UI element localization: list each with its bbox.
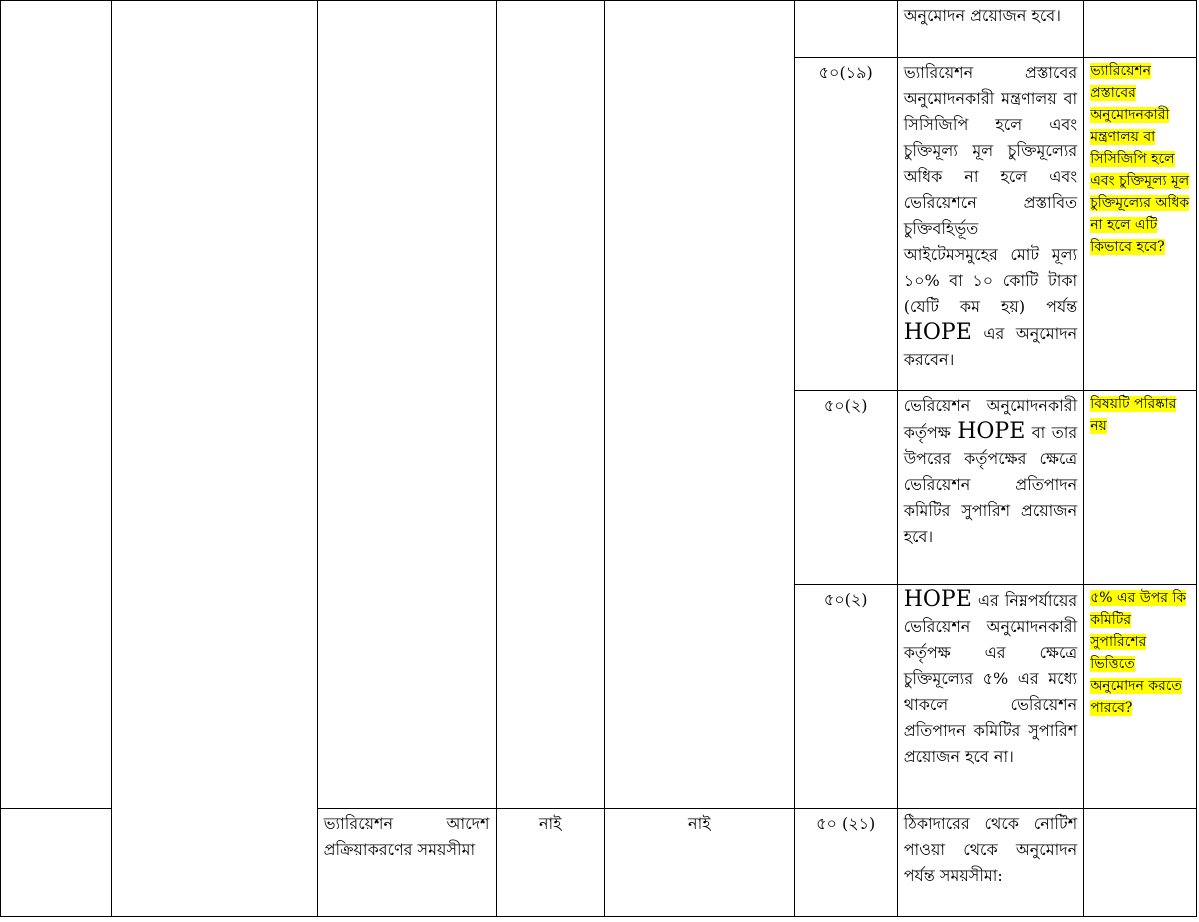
cell-ref: ৫০(২)	[794, 391, 897, 585]
cell-topic: ভ্যারিয়েশন আদেশ প্রক্রিয়াকরণের সময়সীমা	[317, 809, 496, 917]
cell-col4	[496, 1, 604, 809]
highlighted-comment: বিষয়টি পরিষ্কার নয়	[1090, 396, 1177, 434]
cell-text	[897, 585, 1084, 809]
cell-serial	[1, 1, 112, 809]
cell-note	[1084, 1, 1197, 58]
hope-term: HOPE	[957, 419, 1026, 444]
cell-note	[1084, 585, 1197, 809]
cell-col5: নাই	[604, 809, 794, 917]
cell-ref: ৫০ (২১)	[794, 809, 897, 917]
text-part-b: বা তার উপরের কর্তৃপক্ষের ক্ষেত্রে ভেরিয়েশন প্রতিপাদন কমিটির সুপারিশ প্রয়োজন হবে।	[903, 423, 1078, 546]
hope-term: HOPE	[903, 587, 972, 612]
highlighted-comment: ৫% এর উপর কি কমিটির সুপারিশের ভিত্তিতে অনুমোদন করতে পারবে?	[1090, 590, 1187, 716]
highlighted-comment: ভ্যারিয়েশন প্রস্তাবের অনুমোদনকারী মন্ত্রণালয় বা সিসিজিপি হলে এবং চুক্তিমূল্য মূল চুক্তিমূল্যের অধিক না হলে এটি কিভাবে হবে?	[1090, 63, 1190, 255]
cell-topic-group	[111, 1, 317, 917]
text-part-b: এর অনুমোদন করবেন।	[903, 324, 1078, 369]
table-row	[1, 1, 1197, 58]
text-part-a: ভেরিয়েশন অনুমোদনকারী কর্তৃপক্ষ	[903, 396, 1078, 442]
hope-term: HOPE	[903, 320, 972, 345]
cell-text	[897, 58, 1084, 391]
cell-text: ঠিকাদারের থেকে নোটিশ পাওয়া থেকে অনুমোদন পর্যন্ত সময়সীমা:	[897, 809, 1084, 917]
text-part-b: এর নিম্নপর্যায়ের ভেরিয়েশন অনুমোদনকারী কর্তৃপক্ষ এর ক্ষেত্রে চুক্তিমূল্যের ৫% এর মধ্যে থাকলে ভেরিয়েশন প্রতিপাদন কমিটির সুপারিশ প্রয়োজন হবে না।	[903, 591, 1078, 766]
cell-text	[897, 391, 1084, 585]
cell-ref: ৫০(২)	[794, 585, 897, 809]
cell-ref: ৫০(১৯)	[794, 58, 897, 391]
cell-col4: নাই	[496, 809, 604, 917]
cell-text: অনুমোদন প্রয়োজন হবে।	[897, 1, 1084, 58]
cell-serial	[1, 809, 112, 917]
cell-note	[1084, 391, 1197, 585]
cell-col5	[604, 1, 794, 809]
text-part-a: ভ্যারিয়েশন প্রস্তাবের অনুমোদনকারী মন্ত্রণালয় বা সিসিজিপি হলে এবং চুক্তিমূল্য মূল চুক্তিমূল্যের অধিক না হলে এবং ভেরিয়েশনে প্রস্তাবিত চুক্তিবহির্ভূত আইটেমসমুহের মোট মূল্য ১০% বা ১০ কোটি টাকা (যেটি কম হয়) পর্যন্ত	[903, 63, 1078, 316]
cell-note	[1084, 809, 1197, 917]
cell-topic	[317, 1, 496, 809]
cell-note	[1084, 58, 1197, 391]
cell-ref	[794, 1, 897, 58]
